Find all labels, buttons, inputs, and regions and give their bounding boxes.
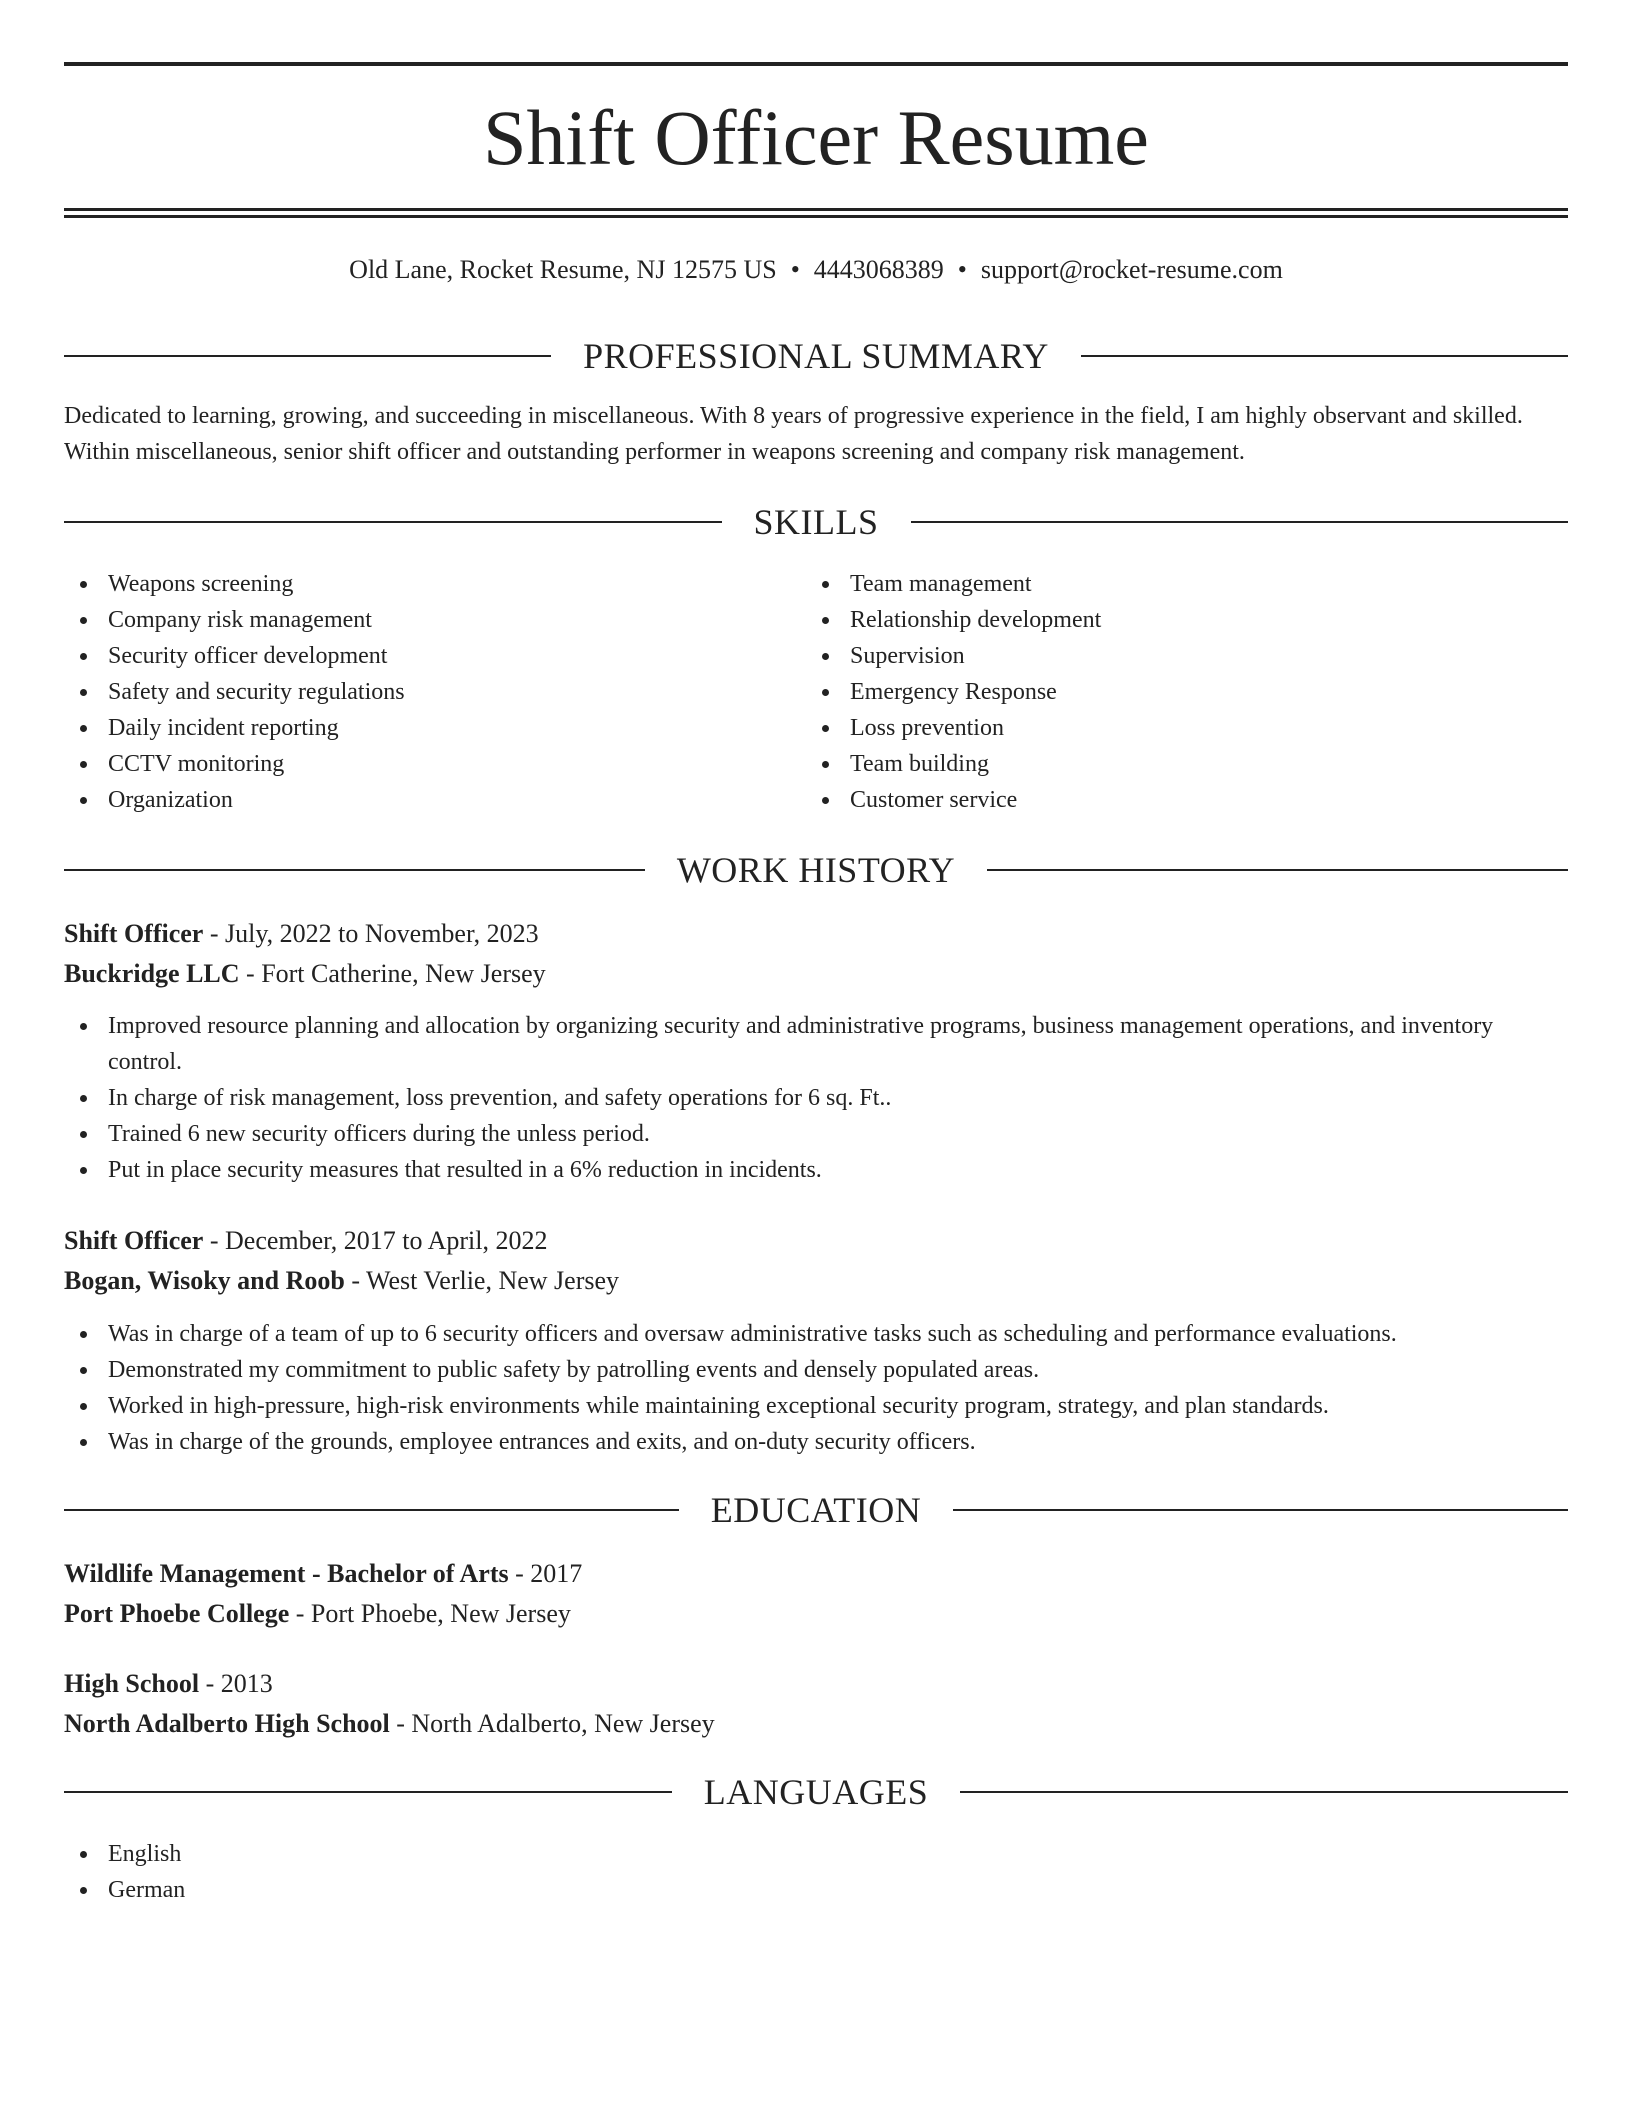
heading-rule [953,1509,1568,1511]
job-bullets [64,1008,1568,1188]
list-item: Company risk management [64,602,764,638]
list-item: German [64,1872,1568,1908]
contact-address: Old Lane, Rocket Resume, NJ 12575 US [349,255,777,284]
skills-heading-text: SKILLS [753,502,879,542]
education-school: North Adalberto High School [64,1709,390,1738]
list-item: Security officer development [64,638,764,674]
contact-phone: 4443068389 [813,255,944,284]
work-heading-text: WORK HISTORY [676,850,956,890]
education-year: - 2013 [199,1669,273,1698]
list-item: Trained 6 new security officers during the unless period. [64,1116,1568,1152]
education-degree-line [64,1664,1568,1704]
education-school-line [64,1594,1568,1634]
list-item: Safety and security regulations [64,674,764,710]
languages-list [64,1836,1568,1908]
job-bullet-list [64,1008,1568,1188]
job-title-line [64,914,1568,954]
heading-rule [64,869,645,871]
list-item: Daily incident reporting [64,710,764,746]
list-item: Loss prevention [806,710,1506,746]
list-item: Supervision [806,638,1506,674]
work-heading [64,848,1568,892]
heading-rule [987,869,1568,871]
heading-rule [64,1509,679,1511]
job-location: - Fort Catherine, New Jersey [239,959,546,988]
list-item: English [64,1836,1568,1872]
list-item: Was in charge of a team of up to 6 security officers and oversaw administrative tasks such as scheduling and performance evaluations. [64,1316,1568,1352]
education-degree-line [64,1554,1568,1594]
heading-rule [64,355,551,357]
education-heading-text: EDUCATION [710,1490,922,1530]
contact-line [64,252,1568,288]
education-heading [64,1488,1568,1532]
job-title: Shift Officer [64,1226,204,1255]
list-item: Emergency Response [806,674,1506,710]
education-location: - North Adalberto, New Jersey [389,1709,715,1738]
list-item: Relationship development [806,602,1506,638]
skills-list-right [806,566,1506,818]
heading-rule [960,1791,1568,1793]
list-item: CCTV monitoring [64,746,764,782]
job-location: - West Verlie, New Jersey [344,1266,620,1295]
summary-text: Dedicated to learning, growing, and succeeding in miscellaneous. With 8 years of progressive experience in the field, I am highly observant and skilled. Within miscellaneous, senior shift officer and outstanding performer in weapons screening and company risk management. [64,403,1523,465]
education-degree: High School [64,1669,200,1698]
header-bottom-rule [64,208,1568,211]
list-item: Worked in high-pressure, high-risk environments while maintaining exceptional security program, strategy, and plan standards. [64,1388,1568,1424]
header-top-rule [64,62,1568,66]
heading-rule [911,521,1569,523]
education-school-line [64,1704,1568,1744]
contact-email: support@rocket-resume.com [980,255,1283,284]
list-item: In charge of risk management, loss prevention, and safety operations for 6 sq. Ft.. [64,1080,1568,1116]
page-title: Shift Officer Resume [483,94,1149,181]
job-title: Shift Officer [64,919,204,948]
job-company: Bogan, Wisoky and Roob [64,1266,345,1295]
heading-rule [1081,355,1568,357]
job-dates: - July, 2022 to November, 2023 [203,919,539,948]
heading-rule [64,521,722,523]
job-bullets [64,1316,1568,1460]
list-item: Improved resource planning and allocation by organizing security and administrative programs, business management operations, and inventory control. [64,1008,1568,1080]
contact-separator: • [790,255,800,284]
list-item: Organization [64,782,764,818]
job-company-line [64,954,1568,994]
skills-heading [64,500,1568,544]
education-degree: Wildlife Management - Bachelor of Arts [64,1559,509,1588]
education-location: - Port Phoebe, New Jersey [289,1599,571,1628]
list-item: Customer service [806,782,1506,818]
header-bottom-rule-2 [64,215,1568,218]
list-item: Put in place security measures that resulted in a 6% reduction in incidents. [64,1152,1568,1188]
skills-left-column [64,566,764,818]
summary-heading-text: PROFESSIONAL SUMMARY [583,336,1049,376]
skills-list-left [64,566,764,818]
job-dates: - December, 2017 to April, 2022 [203,1226,548,1255]
list-item: Weapons screening [64,566,764,602]
list-item: Demonstrated my commitment to public safety by patrolling events and densely populated areas. [64,1352,1568,1388]
education-school: Port Phoebe College [64,1599,290,1628]
job-bullet-list [64,1316,1568,1460]
job-company: Buckridge LLC [64,959,240,988]
list-item: Was in charge of the grounds, employee entrances and exits, and on-duty security officers. [64,1424,1568,1460]
job-company-line [64,1261,1568,1301]
contact-separator: • [957,255,967,284]
heading-rule [64,1791,672,1793]
skills-right-column [806,566,1506,818]
languages-heading [64,1770,1568,1814]
languages-heading-text: LANGUAGES [703,1772,929,1812]
list-item: Team building [806,746,1506,782]
list-item: Team management [806,566,1506,602]
job-title-line [64,1221,1568,1261]
languages-bullet-list [64,1836,1568,1908]
summary-heading [64,334,1568,378]
education-year: - 2017 [508,1559,583,1588]
